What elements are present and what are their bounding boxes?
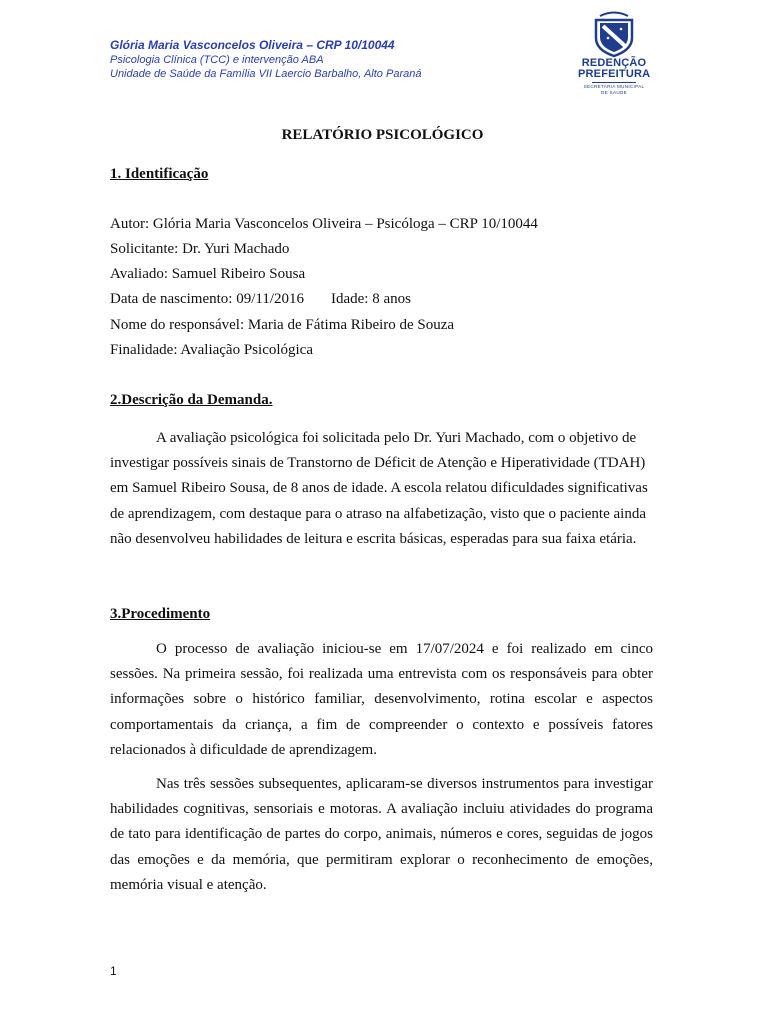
section-3-paragraph-1 [110, 637, 653, 763]
procedure-text-2: Nas três sessões subsequentes, aplicaram-se diversos instrumentos para investigar habilidades cognitivas, sensoriais e motoras. A avaliação incluiu atividades do programa de tato para identificação de partes do corpo, animais, números e cores, seguidas de jogos das emoções e da memória, que permitiram explorar o reconhecimento de emoções, memória visual e atenção. [110, 776, 653, 893]
logo-divider [592, 82, 636, 83]
identification-author: Autor: Glória Maria Vasconcelos Oliveira – Psicóloga – CRP 10/10044 [110, 216, 538, 232]
identification-requester: Solicitante: Dr. Yuri Machado [110, 241, 290, 257]
logo-line-prefeitura: PREFEITURA [578, 68, 651, 80]
document-title: RELATÓRIO PSICOLÓGICO [281, 127, 484, 143]
city-emblem-icon [586, 8, 642, 58]
logo-line-saude: DE SAÚDE [601, 90, 627, 95]
logo-line-redencao: REDENÇÃO [581, 57, 647, 69]
document-header [110, 38, 421, 82]
identification-birth-age [110, 291, 411, 308]
demand-description-text: A avaliação psicológica foi solicitada pelo Dr. Yuri Machado, com o objetivo de investigar possíveis sinais de Transtorno de Déficit de Atenção e Hiperatividade (TDAH) em Samuel Ribeiro Sousa, de 8 anos de idade. A escola relatou dificuldades significativas de aprendizagem, com destaque para o atraso na alfabetização, visto que o paciente ainda não desenvolveu habilidades de leitura e escrita básicas, esperadas para sua faixa etária. [110, 430, 648, 547]
section-2-paragraph [110, 426, 653, 552]
section-3-paragraph-2 [110, 772, 653, 898]
section-2-heading: 2.Descrição da Demanda. [110, 392, 273, 408]
procedure-text-1: O processo de avaliação iniciou-se em 17/07/2024 e foi realizado em cinco sessões. Na primeira sessão, foi realizada uma entrevista com os responsáveis para obter informações sobre o histórico familiar, desenvolvimento, rotina escolar e aspectos comportamentais da criança, a fim de compreender o contexto e possíveis fatores relacionados à dificuldade de aprendizagem. [110, 641, 653, 758]
identification-purpose: Finalidade: Avaliação Psicológica [110, 342, 313, 358]
identification-evaluated: Avaliado: Samuel Ribeiro Sousa [110, 266, 306, 282]
header-specialty: Psicologia Clínica (TCC) e intervenção ABA [110, 53, 324, 66]
section-3-heading: 3.Procedimento [110, 606, 211, 622]
header-author-name: Glória Maria Vasconcelos Oliveira – CRP 10/10044 [110, 38, 395, 52]
prefeitura-logo [578, 8, 650, 96]
header-unit: Unidade de Saúde da Família VII Laercio Barbalho, Alto Paraná [110, 68, 422, 80]
identification-guardian: Nome do responsável: Maria de Fátima Ribeiro de Souza [110, 317, 455, 333]
section-1-heading: 1. Identificação [110, 166, 209, 182]
logo-line-secretaria: SECRETARIA MUNICIPAL [583, 84, 645, 89]
identification-birth-date: Data de nascimento: 09/11/2016 [110, 291, 304, 307]
identification-age: Idade: 8 anos [330, 291, 411, 307]
page-number: 1 [110, 964, 117, 978]
